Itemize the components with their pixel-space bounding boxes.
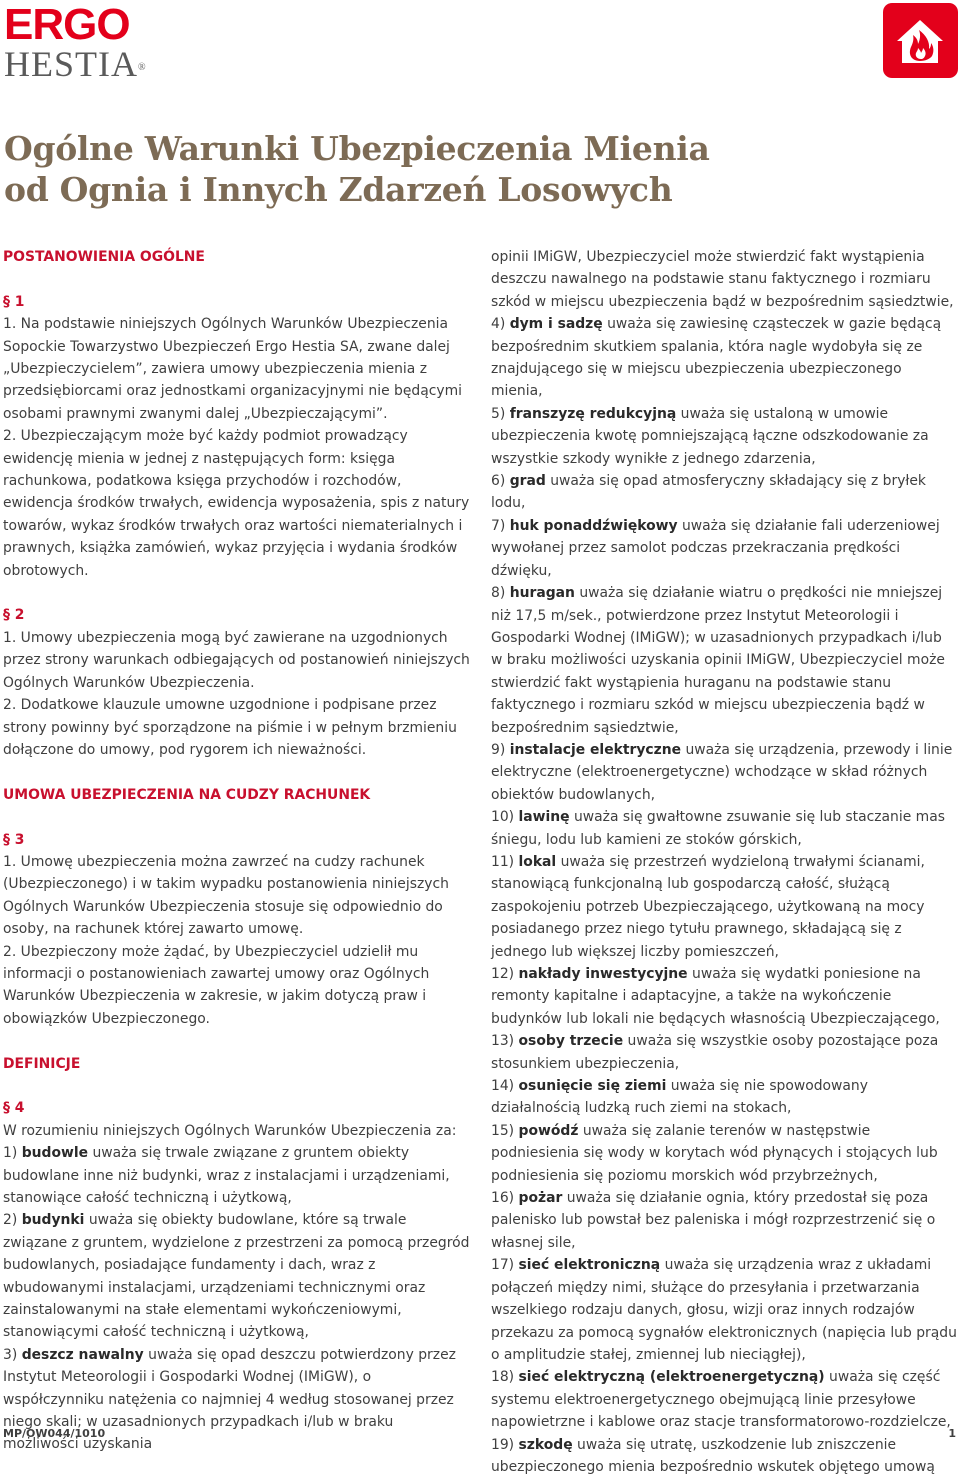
definition-continuation: opinii IMiGW, Ubezpieczyciel może stwierdzić fakt wystąpienia deszczu nawalnego na podstawie stanu faktycznego i rozmiaru szkód w miejscu ubezpieczenia bądź w bezpośrednim sąsiedztwie, bbox=[491, 249, 954, 310]
left-column bbox=[3, 246, 473, 1456]
definition-item: 3) deszcz nawalny uważa się opad deszczu potwierdzony przez Instytut Meteorologii i Gospodarki Wodnej (IMiGW), o współczynniku natężenia co najmniej 4 według stosowanej przez niego skali; w uzasadnionych przypadkach i/lub w braku możliwości uzyskania bbox=[3, 1346, 456, 1453]
definition-term: budynki bbox=[21, 1212, 85, 1229]
paragraph-number: § 2 bbox=[3, 607, 25, 624]
definition-term: osunięcie się ziemi bbox=[518, 1078, 667, 1095]
definition-item: 13) osoby trzecie uważa się wszystkie osoby pozostające poza stosunkiem ubezpieczenia, bbox=[491, 1033, 939, 1072]
document-title bbox=[4, 128, 904, 210]
definition-term: deszcz nawalny bbox=[21, 1346, 144, 1363]
definition-item: 16) pożar uważa się działanie ognia, który przedostał się poza palenisko lub powstał bez paleniska i mógł rozprzestrzenić się o własnej sile, bbox=[491, 1190, 936, 1251]
clause-text: 1. Na podstawie niniejszych Ogólnych Warunków Ubezpieczenia Sopockie Towarzystwo Ubezpieczeń Ergo Hestia SA, zwane dalej „Ubezpieczycielem”, zawiera umowy ubezpieczenia mienia z przedsiębiorcami oraz jednostkami organizacyjnymi nie będącymi osobami prawnymi zwanymi dalej „Ubezpieczającymi”. bbox=[3, 316, 462, 422]
paragraph-number: § 3 bbox=[3, 831, 25, 848]
section-heading: DEFINICJE bbox=[3, 1055, 81, 1072]
clause-text: 2. Ubezpieczony może żądać, by Ubezpieczyciel udzielił mu informacji o postanowieniach zawartej umowy oraz Ogólnych Warunków Ubezpieczenia w zakresie, w jakim dotyczą praw i obowiązków Ubezpieczonego. bbox=[3, 943, 430, 1027]
definition-item: 1) budowle uważa się trwale związane z gruntem obiekty budowlane inne niż budynki, wraz z instalacjami i urządzeniami, stanowiące całość techniczną i użytkową, bbox=[3, 1145, 450, 1206]
definition-term: pożar bbox=[518, 1190, 563, 1207]
definition-term: instalacje elektryczne bbox=[509, 741, 682, 758]
definition-term: lokal bbox=[518, 853, 557, 870]
definition-item: 2) budynki uważa się obiekty budowlane, które są trwale związane z gruntem, wydzielone z przestrzeni za pomocą przegród budowlanych, posiadające fundamenty i dach, wraz z wbudowanymi instalacjami, urządzeniami technicznymi oraz zainstalowanymi na stałe elementami wykończeniowymi, stanowiącymi całość techniczną i użytkową, bbox=[3, 1212, 470, 1341]
paragraph-number: § 4 bbox=[3, 1100, 25, 1117]
definition-item: 18) sieć elektryczną (elektroenergetyczną) uważa się część systemu elektroenergetycznego obejmującą linie przesyłowe napowietrzne i kablowe oraz stacje transformatorowo-rozdzielcze, bbox=[491, 1369, 951, 1431]
paragraph-number: § 1 bbox=[3, 293, 25, 310]
definition-item: 8) huragan uważa się działanie wiatru o prędkości nie mniejszej niż 17,5 m/sek., potwierdzone przez Instytut Meteorologii i Gospodarki Wodnej (IMiGW); w uzasadnionych przypadkach i/lub w braku możliwości uzyskania opinii IMiGW, Ubezpieczyciel może stwierdzić fakt wystąpienia huraganu na podstawie stanu faktycznego i rozmiaru szkód w miejscu ubezpieczenia bądź w bezpośrednim sąsiedztwie, bbox=[491, 585, 945, 736]
clause-text: 1. Umowy ubezpieczenia mogą być zawierane na uzgodnionych przez strony warunkach odbiegających od postanowień niniejszych Ogólnych Warunków Ubezpieczenia. bbox=[3, 629, 470, 691]
definition-item: 19) szkodę uważa się utratę, uszkodzenie lub zniszczenie ubezpieczonego mienia bezpośrednio wskutek objętego umową bbox=[491, 1436, 935, 1475]
definition-term: huk ponaddźwiękowy bbox=[509, 517, 678, 534]
definition-term: osoby trzecie bbox=[518, 1033, 624, 1050]
definition-item: 9) instalacje elektryczne uważa się urządzenia, przewody i linie elektryczne (elektroenergetyczne) wchodzące w skład różnych obiektów budowlanych, bbox=[491, 741, 953, 803]
definition-item: 4) dym i sadzę uważa się zawiesinę cząsteczek w gazie będącą bezpośrednim skutkiem spalania, która nagle wydobyła się ze znajdującego się w miejscu ubezpieczenia ubezpieczonego mienia, bbox=[491, 316, 942, 400]
definition-item: 12) nakłady inwestycyjne uważa się wydatki poniesione na remonty kapitalne i adaptacyjne, a także na wykończenie budynków lub lokali nie będących własnością Ubezpieczającego, bbox=[491, 966, 940, 1027]
definition-item: 5) franszyzę redukcyjną uważa się ustaloną w umowie ubezpieczenia kwotę pomniejszającą łączne odszkodowanie za wszystkie szkody wynikłe z jednego zdarzenia, bbox=[491, 405, 929, 467]
clause-text: 1. Umowę ubezpieczenia można zawrzeć na cudzy rachunek (Ubezpieczonego) i w takim wypadku postanowienia niniejszych Ogólnych Warunków Ubezpieczenia stosuje się odpowiednio do osoby, na rachunek której zawarto umowę. bbox=[3, 853, 449, 938]
definition-term: lawinę bbox=[518, 809, 570, 826]
definition-term: sieć elektroniczną bbox=[518, 1257, 661, 1274]
document-code: MP/OW044/1010 bbox=[3, 1427, 106, 1440]
definition-item: 10) lawinę uważa się gwałtowne zsuwanie się lub staczanie mas śniegu, lodu lub kamieni ze stoków górskich, bbox=[491, 809, 945, 848]
clause-text: 2. Ubezpieczającym może być każdy podmiot prowadzący ewidencję mienia w jednej z następujących form: księga rachunkowa, podatkowa księga przychodów i rozchodów, ewidencja środków trwałych, ewidencja wyposażenia, spis z natury towarów, wykaz środków trwałych oraz wartości niematerialnych i prawnych, książka zamówień, wykaz przyjęcia i wydania środków obrotowych. bbox=[3, 428, 470, 579]
definition-term: grad bbox=[509, 473, 546, 490]
clause-text: 2. Dodatkowe klauzule umowne uzgodnione i podpisane przez strony powinny być sporządzone na piśmie i w pełnym brzmieniu dołączone do umowy, pod rygorem ich nieważności. bbox=[3, 697, 457, 758]
definition-term: dym i sadzę bbox=[509, 316, 603, 333]
title-line-1: Ogólne Warunki Ubezpieczenia Mienia bbox=[4, 129, 710, 168]
section-heading: POSTANOWIENIA OGÓLNE bbox=[3, 249, 205, 265]
right-column bbox=[491, 246, 957, 1478]
definition-item: 15) powódź uważa się zalanie terenów w następstwie podniesienia się wody w korytach wód płynących i stojących lub podniesienia się poziomu morskich wód przybrzeżnych, bbox=[491, 1122, 938, 1184]
definition-item: 14) osunięcie się ziemi uważa się nie spowodowany działalnością ludzką ruch ziemi na stokach, bbox=[491, 1078, 868, 1117]
definition-term: huragan bbox=[509, 585, 575, 602]
section-heading: UMOWA UBEZPIECZENIA NA CUDZY RACHUNEK bbox=[3, 786, 371, 803]
definition-term: franszyzę redukcyjną bbox=[509, 405, 677, 422]
clause-text: W rozumieniu niniejszych Ogólnych Warunków Ubezpieczenia za: bbox=[3, 1122, 457, 1139]
ergo-hestia-logo bbox=[4, 0, 147, 84]
definition-term: budowle bbox=[21, 1145, 89, 1162]
definition-item: 7) huk ponaddźwiękowy uważa się działanie fali uderzeniowej wywołanej przez samolot podczas przekraczania prędkości dźwięku, bbox=[491, 517, 940, 579]
definition-item: 11) lokal uważa się przestrzeń wydzieloną trwałymi ścianami, stanowiącą funkcjonalną lub gospodarczą całość, służącą zaspokojeniu potrzeb Ubezpieczającego, użytkowaną na mocy posiadanego przez niego tytułu prawnego, składającą się z jednego lub większej liczby pomieszczeń, bbox=[491, 853, 925, 960]
house-fire-icon bbox=[883, 3, 958, 78]
logo-hestia-text: HESTIA bbox=[4, 44, 138, 84]
logo-ergo-text: ERGO bbox=[4, 0, 130, 49]
definition-item: 6) grad uważa się opad atmosferyczny składający się z bryłek lodu, bbox=[491, 473, 926, 512]
page-number: 1 bbox=[948, 1427, 956, 1440]
definition-term: powódź bbox=[518, 1122, 579, 1139]
title-line-2: od Ognia i Innych Zdarzeń Losowych bbox=[4, 170, 673, 209]
definition-term: szkodę bbox=[518, 1436, 573, 1453]
definition-term: nakłady inwestycyjne bbox=[518, 966, 688, 982]
definition-item: 17) sieć elektroniczną uważa się urządzenia wraz z układami połączeń między nimi, służące do przesyłania i przetwarzania wszelkiego rodzaju danych, głosu, wizji oraz innych rodzajów przekazu za pomocą sygnałów elektronicznych (napięcia lub prądu o amplitudzie stałej, zmiennej lub nieciągłej), bbox=[491, 1257, 957, 1363]
registered-mark: ® bbox=[138, 62, 147, 73]
definition-term: sieć elektryczną (elektroenergetyczną) bbox=[518, 1369, 825, 1386]
